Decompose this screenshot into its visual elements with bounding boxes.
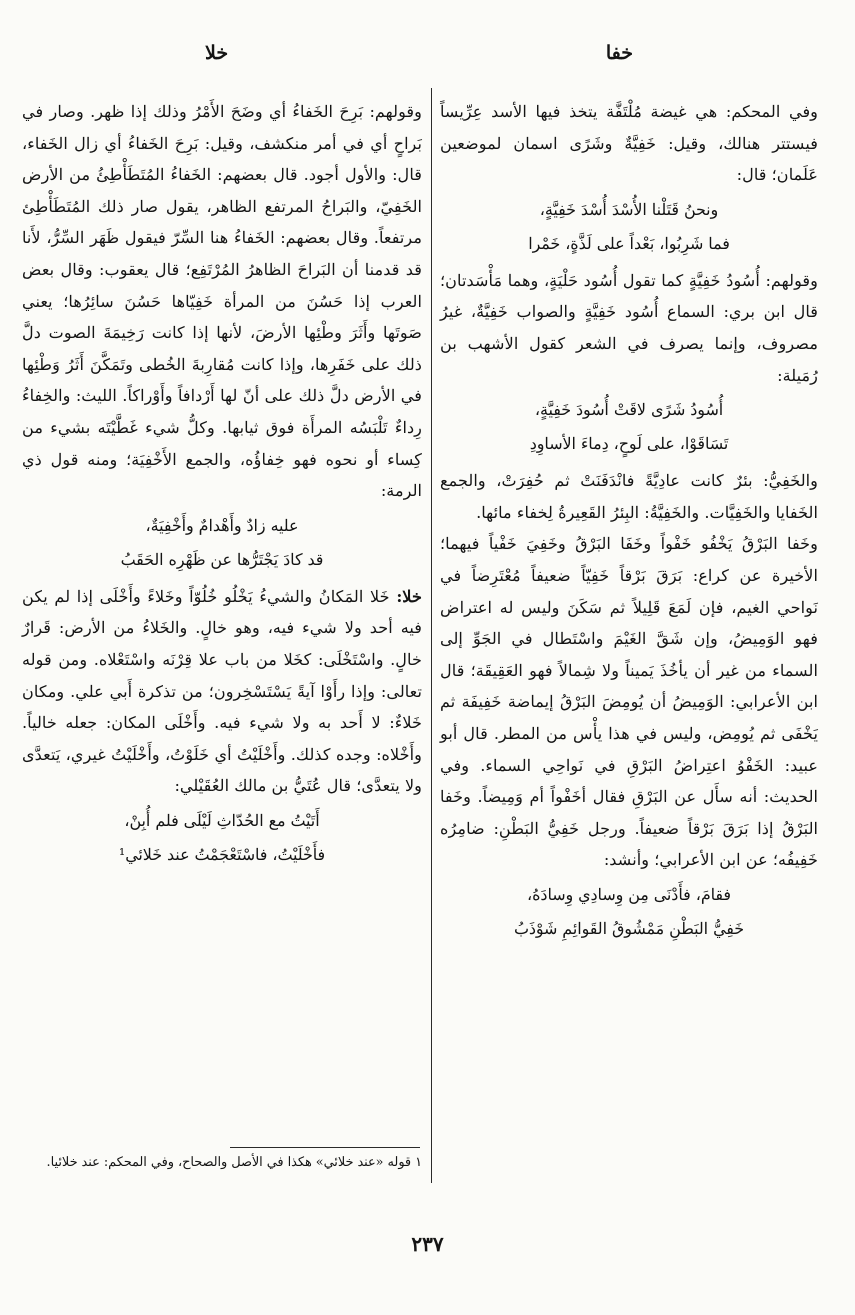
paragraph: وفي المحكم: هي غيضة مُلْتَفَّة يتخذ فيها الأسد عِرِّيساً فيستتر هنالك، وقيل: خَفِيَّةٌ وشَرًى اسمان لموضعين عَلَمان؛ قال:	[440, 102, 818, 185]
verse-line: قد كادَ يَجْتَرُّها عن ظَهْرِه الحَقَبُ	[120, 549, 324, 569]
verse-line: فما شَرِبُوا، بَعْداً على لَذَّةٍ، خَمْرا	[528, 233, 730, 253]
paragraph: وقولهم: بَرِحَ الخَفاءُ أي وضَحَ الأَمْرُ وذلك إذا ظهر. وصار في بَراحٍ أي في أمر منكشف، وقيل: بَرِحَ الخَفاءُ أي زال الخَفاء، قال: والأول أجود. قال بعضهم: الخَفاءُ المُتَطَأْطِئُ من الأرض الخَفِيّ، والبَراحُ المرتفع الظاهر، يقول صار ذلك المُتَطَأْطِئ مرتفعاً. وقال بعضهم: الخَفاءُ هنا السِّرّ فيقول ظَهَر السِّرُّ، لأَنا قد قدمنا أن البَراحَ الظاهرُ المُرْتَفِع؛ قال يعقوب: وقال بعض العرب إذا حَسُنَ من المرأة خَفِيّاها حَسُنَ سائِرُها؛ يعني صَوتَها وأَثَرَ وطْئِها الأرضَ، لأنها إذا كانت رَخِيمَةَ الصوت دلَّ ذلك على خَفَرِها، وإذا كانت مُقارِبةَ الخُطى وتَمَكَّنَ أَثَرُ وَطْئِها في الأرض دلَّ ذلك على أنّ لها أَرْدافاً وأَوْراكاً. الليث: والخِفاءُ رِداءٌ تَلْبَسُه المرأَة فوق ثيابها. وكلُّ شيء غَطَّيْتَه بشيء من كِساء أو نحوه فهو خِفاؤُه، والجمع الأَخْفِيَة؛ ومنه قول ذي الرمة:	[22, 102, 422, 501]
paragraph: وخَفا البَرْقُ يَخْفُو خَفْواً وخَفَا البَرْقُ وخَفِيَ خَفْياً فيهما؛ الأخيرة عن كراع: بَرَقَ بَرْقاً خَفِيّاً ضعيفاً مُعْتَرِضاً في نَواحي الغيم، فإن لَمَعَ قَلِيلاً ثم سَكَنَ وليس له اعتراض فهو الوَمِيضُ، وإن شَقَّ الغَيْمَ واسْتَطال في الجَوِّ إلى السماء من غير أن يأخُذَ يَميناً ولا شِمالاً فهو العَقِيقَة؛ قال ابن الأعرابي: الوَمِيضُ أن يُومِضَ البَرْقُ إيماضة خَفِيفَة ثم يَخْفَى ثم يُومِض، وليس في هذا يأْس من المطر. قال أبو عبيد: الخَفْوُ اعتِراضُ البَرْقِ في نَواحِي السماء. وفي الحديث: أنه سأَل عن البَرْقِ فقال أخَفْواً أم وَمِيضاً. وخَفا البَرْقُ إذا بَرَقَ بَرْقاً ضعيفاً. ورجل خَفِيُّ البَطْنِ: ضامِرُه خَفِيفُه؛ عن ابن الأعرابي؛ وأنشد:	[440, 534, 818, 870]
entry-paragraph	[22, 581, 422, 802]
verse-line: خَفِيُّ البَطْنِ مَمْشُوقُ القَوائِمِ شَوْذَبُ	[513, 918, 745, 938]
footnote: ١ قوله «عند خلائي» هكذا في الأصل والصحاح، وفي المحكم: عند خلائيا.	[46, 1155, 422, 1170]
verse-line: ونحنُ قَتَلْنا الأُسْدَ أُسْدَ خَفِيَّةٍ،	[539, 199, 719, 219]
running-header-left: خلا	[205, 42, 229, 64]
running-header-right: خفا	[605, 42, 633, 64]
verse-line: فأَخْلَيْتُ، فاسْتَعْجَمْتُ عند خَلائي¹	[118, 844, 326, 864]
right-column	[440, 96, 818, 950]
paragraph: والخَفِيُّ: بئرٌ كانت عادِيَّةً فانْدَفَنَتْ ثم حُفِرَتْ، والجمع الخَفايا والخَفِيَّات. والخَفِيَّةُ: البِئرُ القَعِيرةُ لِخفاء مائها.	[440, 471, 818, 522]
page-number: ٢٣٧	[411, 1232, 444, 1256]
entry-text: خَلا المَكانُ والشيءُ يَخْلُو خُلُوّاً وخَلاءً وأَخْلَى إذا لم يكن فيه أحد ولا شيء فيه، وهو خالٍ. والخَلاءُ من الأرض: قَرارٌ خالٍ. واسْتَخْلَى: كخَلا من باب علا قِرْنَه واسْتَعْلاه. ومن قوله تعالى: وإذا رأَوْا آيةً يَسْتَسْخِرون؛ من تذكرة أَبي علي. ومكان خَلاءٌ: لا أَحد به ولا شيء فيه. وأَخْلَى المكان: جعله خالياً. وأَخْلاه: وجده كذلك. وأَخْلَيْتُ أي خَلَوْتُ، وأَخْلَيْتُ غيري، يَتعدَّى ولا يتعدَّى؛ قال عُتَيُّ بن مالك العُقَيْلي:	[22, 586, 422, 796]
verse	[440, 193, 818, 261]
verse-line: عليه زادٌ وأَهْدامٌ وأَخْفِيَةٌ،	[145, 515, 299, 535]
column-divider	[431, 88, 432, 1183]
paragraph: وقولهم: أُسُودُ خَفِيَّةٍ كما تقول أُسُود حَلْيَةٍ، وهما مَأْسَدتان؛ قال ابن بري: السماع أُسُود خَفِيَّةٍ والصواب خَفِيَّةٌ، غيرُ مصروف، وإنما يصرف في الشعر كقول الأشهب بن رُمَيلة:	[440, 270, 818, 385]
verse-line: فقامَ، فأَدْنَى مِن وِسادِي وِسادَهُ،	[527, 884, 731, 904]
verse-line: تَسَاقَوْا، على لَوحٍ، دِماءَ الأساوِدِ	[529, 434, 729, 454]
entry-headword: خلا:	[396, 586, 422, 606]
verse	[440, 878, 818, 946]
verse	[440, 393, 818, 461]
verse-line: أُسُودُ شَرًى لاقَتْ أُسُودَ خَفِيَّةٍ،	[534, 400, 724, 420]
verse-line: أَتَيْتُ مع الحُدّاثِ لَيْلَى فلم أُبِنْ،	[124, 810, 320, 830]
footnote-rule	[230, 1147, 420, 1148]
verse	[22, 509, 422, 577]
left-column	[22, 96, 422, 876]
verse	[22, 804, 422, 872]
